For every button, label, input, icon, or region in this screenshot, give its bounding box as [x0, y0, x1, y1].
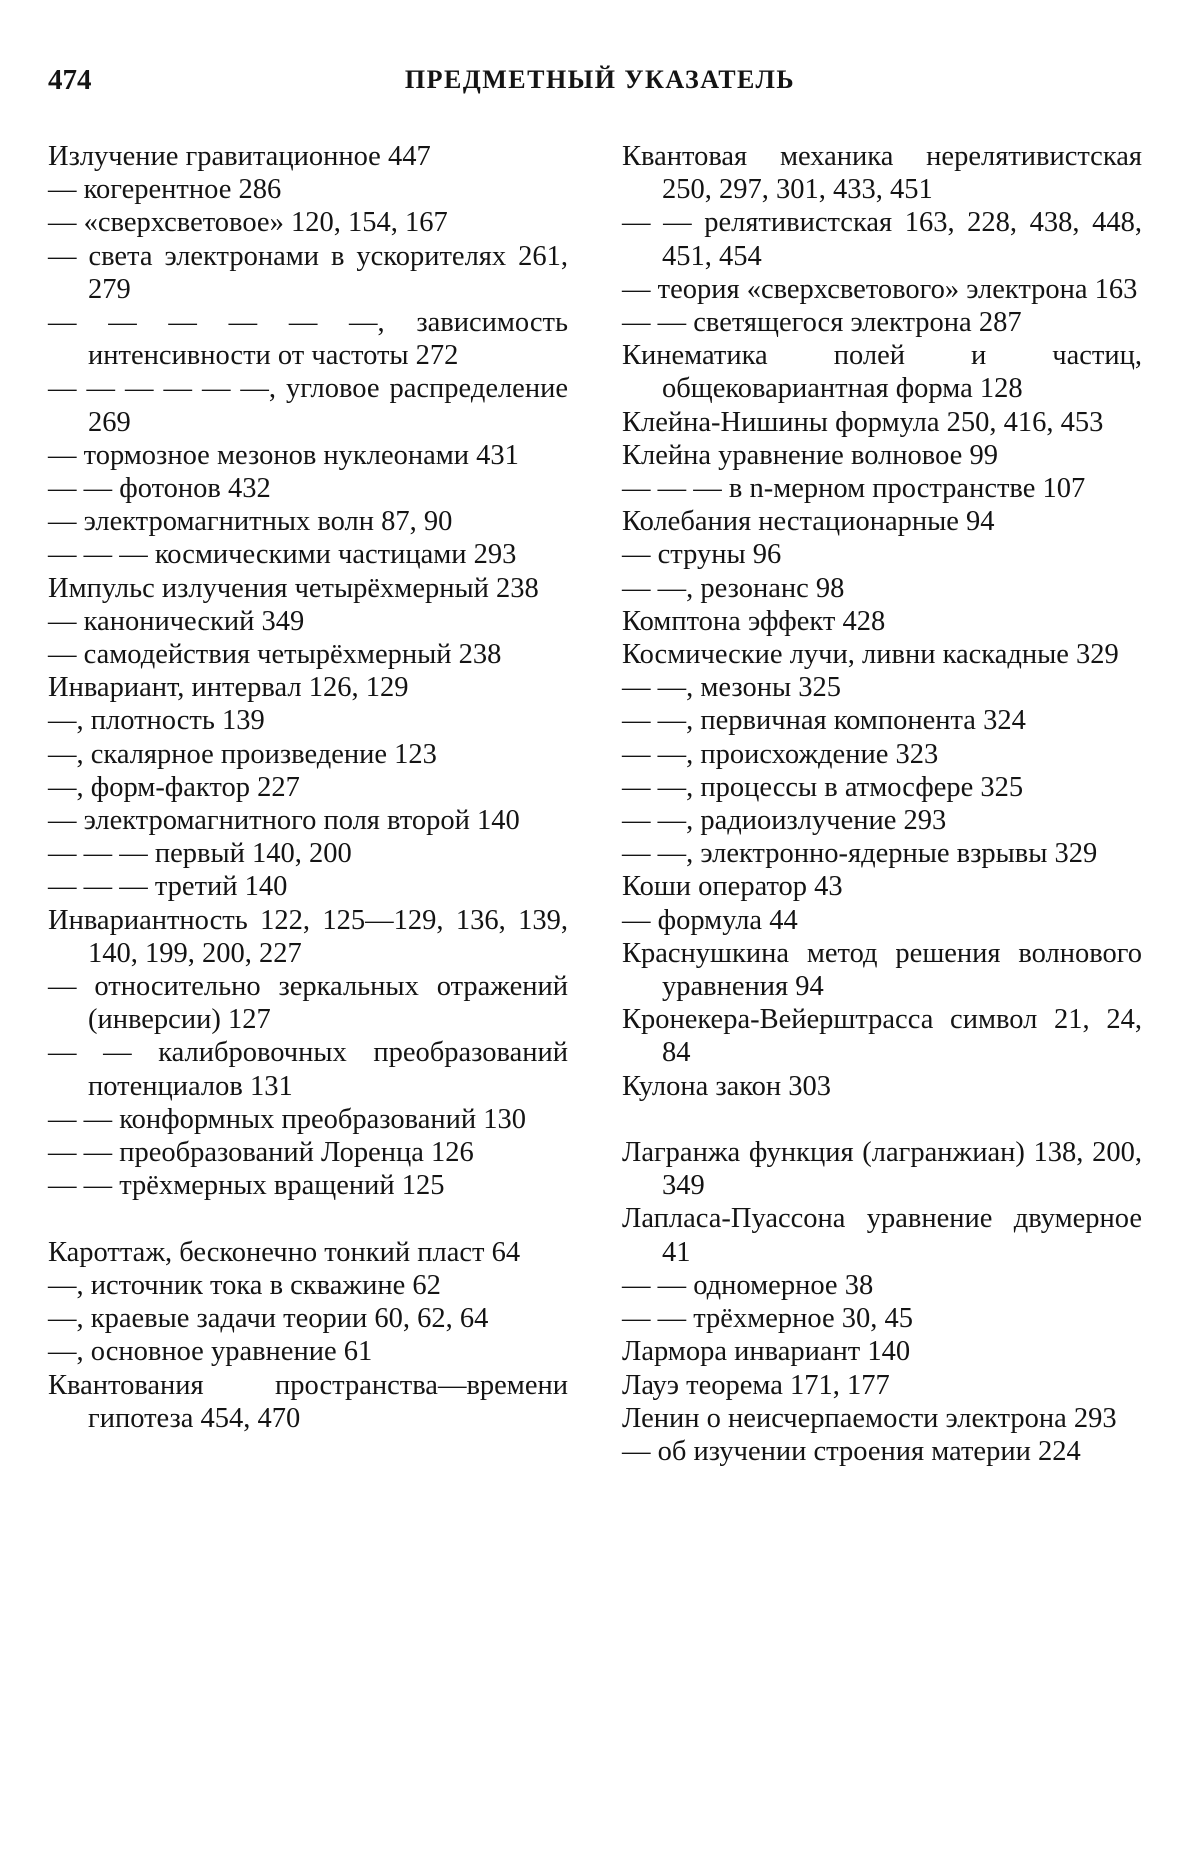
index-entry: Лауэ теорема 171, 177 — [622, 1369, 890, 1401]
index-entry: Лармора инвариант 140 — [622, 1336, 911, 1368]
index-entry: Кинематика полей и частиц, общековариантная форма 128 — [622, 340, 1142, 405]
index-entry: Квантования пространства—времени гипотеза 454, 470 — [48, 1369, 568, 1434]
index-entry: — — — в n-мерном пространстве 107 — [622, 473, 1086, 505]
index-entry: — — — третий 140 — [48, 871, 288, 903]
index-entry: — «сверхсветовое» 120, 154, 167 — [48, 207, 448, 239]
index-entry: — — преобразований Лоренца 126 — [48, 1137, 474, 1169]
index-entry: —, форм-фактор 227 — [48, 771, 300, 803]
letter-group-gap — [48, 1203, 568, 1236]
page-header — [48, 60, 1152, 100]
index-entry: —, источник тока в скважине 62 — [48, 1269, 441, 1301]
index-entry: — самодействия четырёхмерный 238 — [48, 639, 502, 671]
index-entry: Кароттаж, бесконечно тонкий пласт 64 — [48, 1236, 521, 1268]
index-entry: Краснушкина метод решения волнового уравнения 94 — [622, 937, 1142, 1003]
index-entry: Инвариантность 122, 125—129, 136, 139, 140, 199, 200, 227 — [48, 904, 568, 969]
index-entry: Импульс излучения четырёхмерный 238 — [48, 572, 539, 604]
index-entry: — — фотонов 432 — [48, 473, 271, 505]
index-column-left — [48, 140, 568, 1435]
index-entry: Излучение гравитационное 447 — [48, 141, 431, 172]
index-entry: — —, первичная компонента 324 — [622, 705, 1026, 737]
index-entry: — — трёхмерных вращений 125 — [48, 1170, 445, 1202]
index-entry: Кронекера-Вейерштрасса символ 21, 24, 84 — [622, 1004, 1142, 1069]
index-entry: — тормозное мезонов нуклеонами 431 — [48, 439, 519, 471]
index-entry: Колебания нестационарные 94 — [622, 506, 995, 538]
index-entry: — — релятивистская 163, 228, 438, 448, 451, 454 — [622, 207, 1142, 272]
index-entry: Лапласа-Пуассона уравнение двумерное 41 — [622, 1203, 1142, 1268]
index-entry: —, скалярное произведение 123 — [48, 738, 437, 770]
index-entry: — —, радиоизлучение 293 — [622, 805, 947, 837]
index-entry: — электромагнитного поля второй 140 — [48, 805, 520, 837]
index-entry: — — конформных преобразований 130 — [48, 1103, 527, 1135]
index-entry: — — калибровочных преобразований потенциалов 131 — [48, 1037, 568, 1102]
index-entry: — —, мезоны 325 — [622, 672, 842, 704]
index-entry: — канонический 349 — [48, 605, 305, 637]
index-entry: — когерентное 286 — [48, 174, 282, 206]
index-entry: — — светящегося электрона 287 — [622, 307, 1022, 339]
index-entry: —, основное уравнение 61 — [48, 1336, 373, 1368]
page-number: 474 — [48, 64, 92, 96]
index-entry: — —, происхождение 323 — [622, 738, 939, 770]
index-entry: Инвариант, интервал 126, 129 — [48, 672, 409, 704]
index-entry: Квантовая механика нерелятивистская 250, 297, 301, 433, 451 — [622, 141, 1142, 206]
index-entry: — света электронами в ускорителях 261, 279 — [48, 240, 568, 305]
index-entry: — — одномерное 38 — [622, 1269, 874, 1301]
index-entry: Коши оператор 43 — [622, 871, 843, 903]
index-entry: Ленин о неисчерпаемости электрона 293 — [622, 1402, 1117, 1434]
index-entry: — относительно зеркальных отражений (инверсии) 127 — [48, 971, 568, 1036]
index-entry: —, плотность 139 — [48, 705, 265, 737]
index-entry: Космические лучи, ливни каскадные 329 — [622, 639, 1119, 671]
index-entry: — струны 96 — [622, 539, 782, 571]
index-entry: — электромагнитных волн 87, 90 — [48, 506, 453, 538]
index-entry: —, краевые задачи теории 60, 62, 64 — [48, 1303, 489, 1335]
index-column-right — [622, 140, 1142, 1468]
index-entry: — —, электронно-ядерные взрывы 329 — [622, 838, 1098, 870]
index-entry: — —, резонанс 98 — [622, 572, 845, 604]
running-title: ПРЕДМЕТНЫЙ УКАЗАТЕЛЬ — [404, 65, 796, 94]
index-entry: — — — — — —, угловое распределение 269 — [48, 373, 568, 438]
index-entry: — — — — — —, зависимость интенсивности от частоты 272 — [48, 307, 568, 372]
index-entry: — формула 44 — [622, 904, 798, 936]
index-entry: — — — космическими частицами 293 — [48, 539, 517, 571]
index-entry: — теория «сверхсветового» электрона 163 — [622, 273, 1138, 305]
index-entry: Клейна уравнение волновое 99 — [622, 439, 998, 471]
index-entry: — —, процессы в атмосфере 325 — [622, 771, 1024, 803]
index-entry: Лагранжа функция (лагранжиан) 138, 200, 349 — [622, 1137, 1142, 1202]
index-entry: Комптона эффект 428 — [622, 605, 886, 637]
index-entry: — — — первый 140, 200 — [48, 838, 352, 870]
index-entry: Кулона закон 303 — [622, 1070, 832, 1102]
index-entry: — — трёхмерное 30, 45 — [622, 1303, 914, 1335]
letter-group-gap — [622, 1103, 1142, 1136]
index-entry: — об изучении строения материи 224 — [622, 1435, 1081, 1467]
index-entry: Клейна-Нишины формула 250, 416, 453 — [622, 406, 1104, 438]
